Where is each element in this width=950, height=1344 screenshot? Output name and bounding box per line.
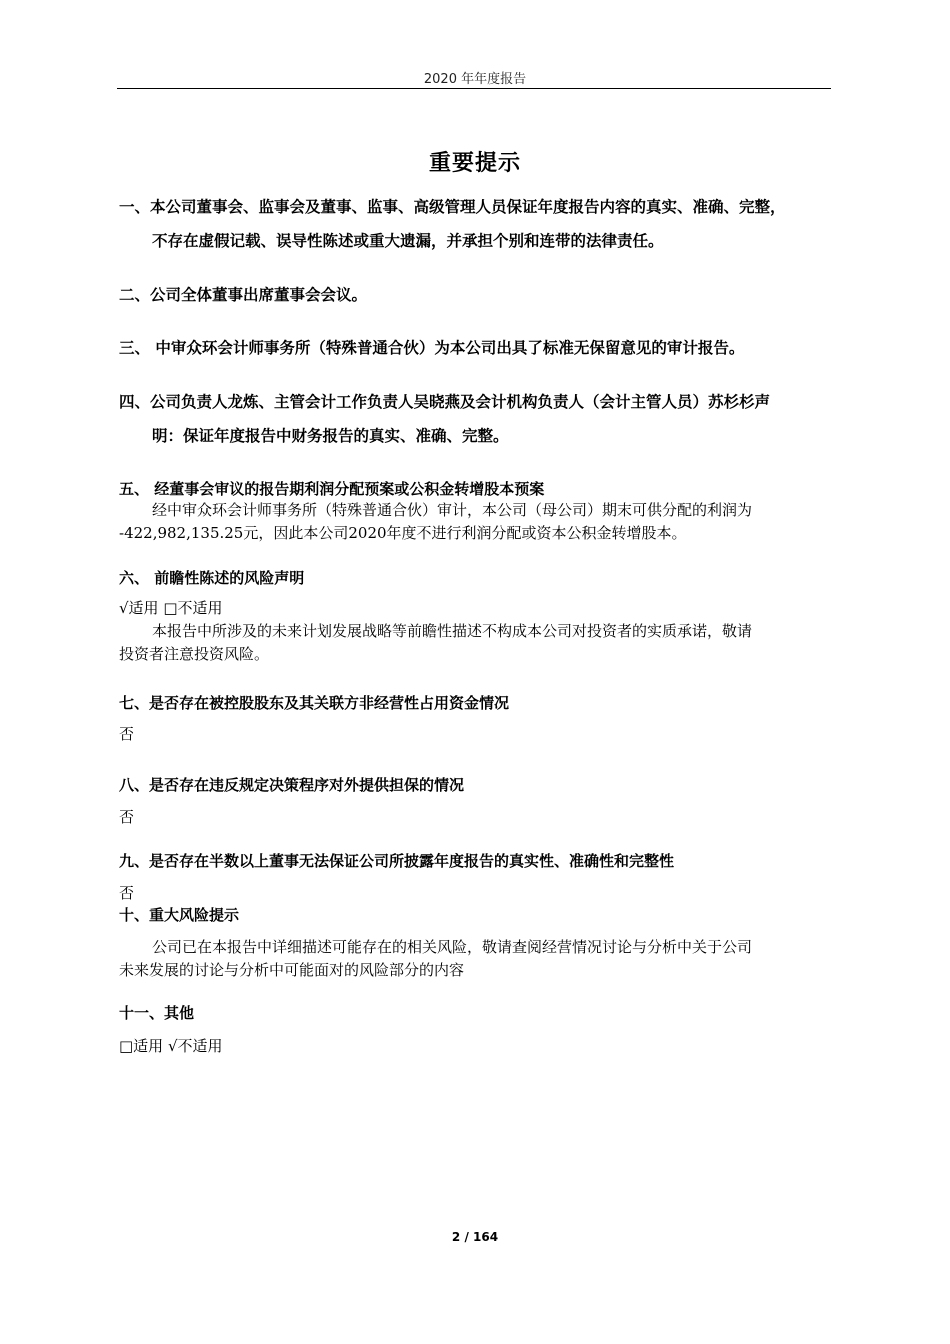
page-title: 重要提示 — [428, 151, 521, 176]
item-6-option: √适用 □不适用 — [119, 599, 223, 617]
item-8-heading: 八、是否存在违反规定决策程序对外提供担保的情况 — [119, 776, 465, 794]
item-10-body-line2: 未来发展的讨论与分析中可能面对的风险部分的内容 — [119, 961, 465, 979]
item-6-body-line2: 投资者注意投资风险。 — [119, 645, 270, 663]
item-5-body-line2: -422,982,135.25元，因此本公司2020年度不进行利润分配或资本公积金转增股本。 — [119, 524, 687, 542]
item-9-heading: 九、是否存在半数以上董事无法保证公司所披露年度报告的真实性、准确性和完整性 — [119, 852, 675, 870]
item-9-answer: 否 — [119, 884, 135, 902]
item-5-body-line1: 经中审众环会计师事务所（特殊普通合伙）审计，本公司（母公司）期末可供分配的利润为 — [152, 501, 753, 519]
item-6-heading: 六、 前瞻性陈述的风险声明 — [119, 569, 305, 587]
running-header: 2020 年年度报告 — [423, 72, 527, 87]
item-5-heading: 五、 经董事会审议的报告期利润分配预案或公积金转增股本预案 — [119, 480, 545, 498]
item-10-body-line1: 公司已在本报告中详细描述可能存在的相关风险，敬请查阅经营情况讨论与分析中关于公司 — [152, 938, 753, 956]
item-1-line2: 不存在虚假记载、误导性陈述或重大遗漏，并承担个别和连带的法律责任。 — [152, 232, 664, 250]
item-11-heading: 十一、其他 — [119, 1004, 195, 1022]
item-7-answer: 否 — [119, 725, 135, 743]
item-11-option: □适用 √不适用 — [119, 1037, 223, 1055]
item-8-answer: 否 — [119, 808, 135, 826]
item-4-line2: 明：保证年度报告中财务报告的真实、准确、完整。 — [152, 427, 509, 445]
header-rule — [117, 88, 831, 89]
item-1-line1: 一、本公司董事会、监事会及董事、监事、高级管理人员保证年度报告内容的真实、准确、完整， — [119, 198, 786, 216]
item-6-body-line1: 本报告中所涉及的未来计划发展战略等前瞻性描述不构成本公司对投资者的实质承诺，敬请 — [152, 622, 753, 640]
item-3: 三、 中审众环会计师事务所（特殊普通合伙）为本公司出具了标准无保留意见的审计报告。 — [119, 339, 745, 357]
item-10-heading: 十、重大风险提示 — [119, 906, 240, 924]
item-2: 二、公司全体董事出席董事会会议。 — [119, 286, 368, 304]
page-number: 2 / 164 — [451, 1230, 499, 1244]
item-7-heading: 七、是否存在被控股股东及其关联方非经营性占用资金情况 — [119, 694, 510, 712]
item-4-line1: 四、公司负责人龙炼、主管会计工作负责人吴晓燕及会计机构负责人（会计主管人员）苏杉杉声 — [119, 393, 771, 411]
